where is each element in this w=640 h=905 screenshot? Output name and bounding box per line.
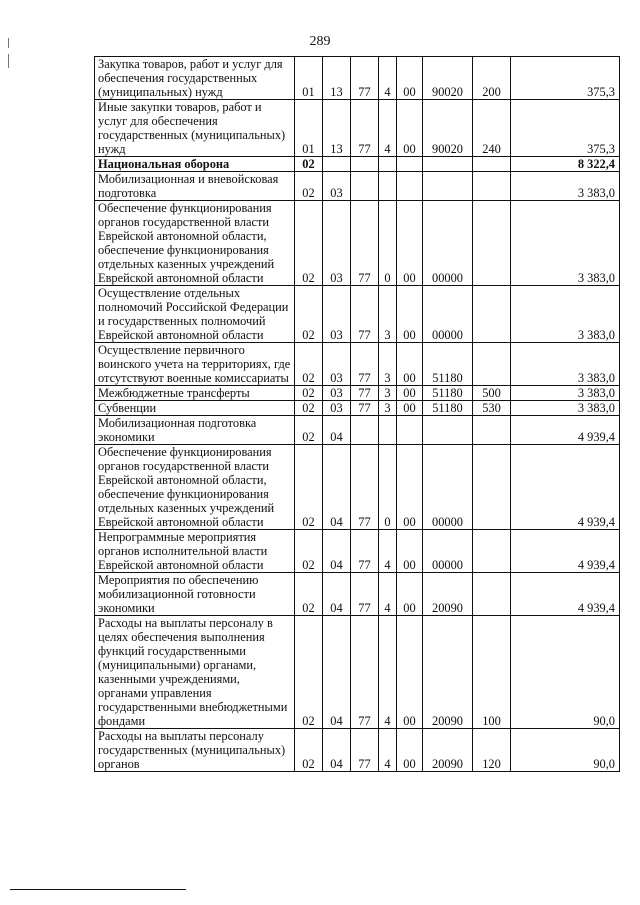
- cell-section: 02: [295, 573, 323, 616]
- table-row: [95, 201, 620, 286]
- cell-target-direction: 20090: [423, 729, 473, 772]
- cell-name: Иные закупки товаров, работ и услуг для обеспечения государственных (муниципальных) нужд: [95, 100, 295, 157]
- table-row: [95, 386, 620, 401]
- cell-target-program: [351, 172, 379, 201]
- cell-name: Осуществление первичного воинского учета на территориях, где отсутствуют военные комиссариаты: [95, 343, 295, 386]
- cell-target-program: 77: [351, 57, 379, 100]
- cell-target-main-event: 00: [397, 386, 423, 401]
- cell-target-subprogram: 0: [379, 445, 397, 530]
- table-row: [95, 616, 620, 729]
- table-row: [95, 445, 620, 530]
- cell-target-program: 77: [351, 729, 379, 772]
- cell-target-program: 77: [351, 343, 379, 386]
- cell-target-program: 77: [351, 530, 379, 573]
- cell-expense-type: [473, 445, 511, 530]
- cell-section: 01: [295, 100, 323, 157]
- cell-target-program: 77: [351, 573, 379, 616]
- cell-name: Непрограммные мероприятия органов исполнительной власти Еврейской автономной области: [95, 530, 295, 573]
- cell-subsection: [323, 157, 351, 172]
- cell-target-direction: 90020: [423, 57, 473, 100]
- cell-target-program: 77: [351, 100, 379, 157]
- cell-amount: 90,0: [511, 616, 620, 729]
- cell-subsection: 04: [323, 416, 351, 445]
- cell-amount: 3 383,0: [511, 343, 620, 386]
- cell-name: Мероприятия по обеспечению мобилизационной готовности экономики: [95, 573, 295, 616]
- cell-amount: 3 383,0: [511, 172, 620, 201]
- cell-target-direction: 20090: [423, 573, 473, 616]
- cell-target-main-event: 00: [397, 57, 423, 100]
- cell-target-main-event: 00: [397, 100, 423, 157]
- cell-expense-type: [473, 416, 511, 445]
- cell-target-direction: 90020: [423, 100, 473, 157]
- cell-section: 02: [295, 286, 323, 343]
- cell-subsection: 03: [323, 343, 351, 386]
- cell-target-main-event: [397, 416, 423, 445]
- cell-amount: 3 383,0: [511, 386, 620, 401]
- table-row: [95, 401, 620, 416]
- cell-expense-type: 500: [473, 386, 511, 401]
- table-row: [95, 57, 620, 100]
- cell-target-direction: 00000: [423, 445, 473, 530]
- cell-target-main-event: [397, 172, 423, 201]
- cell-expense-type: [473, 530, 511, 573]
- table-row: [95, 416, 620, 445]
- cell-target-subprogram: 3: [379, 401, 397, 416]
- table-row: [95, 172, 620, 201]
- table-row: [95, 157, 620, 172]
- budget-table-body: [95, 57, 620, 772]
- cell-target-subprogram: 3: [379, 386, 397, 401]
- cell-amount: 3 383,0: [511, 401, 620, 416]
- cell-section: 02: [295, 416, 323, 445]
- cell-expense-type: 200: [473, 57, 511, 100]
- cell-expense-type: [473, 157, 511, 172]
- table-row: [95, 573, 620, 616]
- margin-tick-top: [8, 38, 9, 48]
- table-row: [95, 286, 620, 343]
- cell-target-subprogram: 4: [379, 57, 397, 100]
- cell-expense-type: 120: [473, 729, 511, 772]
- cell-target-main-event: 00: [397, 729, 423, 772]
- cell-section: 02: [295, 386, 323, 401]
- cell-section: 02: [295, 530, 323, 573]
- cell-name: Мобилизационная и вневойсковая подготовка: [95, 172, 295, 201]
- cell-target-subprogram: 3: [379, 286, 397, 343]
- cell-amount: 375,3: [511, 100, 620, 157]
- cell-expense-type: [473, 286, 511, 343]
- cell-section: 02: [295, 201, 323, 286]
- cell-expense-type: 240: [473, 100, 511, 157]
- table-row: [95, 100, 620, 157]
- cell-subsection: 04: [323, 445, 351, 530]
- cell-target-subprogram: 3: [379, 343, 397, 386]
- cell-subsection: 04: [323, 573, 351, 616]
- cell-target-program: 77: [351, 386, 379, 401]
- cell-subsection: 04: [323, 729, 351, 772]
- cell-target-subprogram: [379, 172, 397, 201]
- cell-name: Расходы на выплаты персоналу в целях обеспечения выполнения функций государственными (муниципальными) органами, казенными учреждениями, органами управления государственными внебюджетными фондами: [95, 616, 295, 729]
- cell-amount: 90,0: [511, 729, 620, 772]
- cell-target-program: [351, 416, 379, 445]
- cell-subsection: 03: [323, 172, 351, 201]
- cell-name: Межбюджетные трансферты: [95, 386, 295, 401]
- cell-name: Закупка товаров, работ и услуг для обеспечения государственных (муниципальных) нужд: [95, 57, 295, 100]
- cell-subsection: 03: [323, 286, 351, 343]
- cell-section: 02: [295, 157, 323, 172]
- cell-target-direction: 00000: [423, 530, 473, 573]
- cell-amount: 3 383,0: [511, 201, 620, 286]
- cell-target-direction: [423, 172, 473, 201]
- cell-target-direction: 51180: [423, 343, 473, 386]
- cell-target-direction: 20090: [423, 616, 473, 729]
- cell-target-direction: [423, 416, 473, 445]
- cell-expense-type: [473, 201, 511, 286]
- cell-target-direction: [423, 157, 473, 172]
- cell-target-subprogram: 4: [379, 100, 397, 157]
- cell-amount: 4 939,4: [511, 416, 620, 445]
- cell-name: Осуществление отдельных полномочий Российской Федерации и государственных полномочий Еврейской автономной области: [95, 286, 295, 343]
- cell-target-subprogram: [379, 416, 397, 445]
- cell-subsection: 13: [323, 57, 351, 100]
- cell-target-main-event: 00: [397, 573, 423, 616]
- cell-target-subprogram: 4: [379, 729, 397, 772]
- cell-section: 02: [295, 616, 323, 729]
- cell-name: Обеспечение функционирования органов государственной власти Еврейской автономной области, обеспечение функционирования отдельных казенных учреждений Еврейской автономной области: [95, 445, 295, 530]
- cell-target-subprogram: [379, 157, 397, 172]
- cell-target-main-event: [397, 157, 423, 172]
- cell-target-subprogram: 4: [379, 616, 397, 729]
- cell-target-main-event: 00: [397, 401, 423, 416]
- cell-target-program: 77: [351, 286, 379, 343]
- cell-subsection: 03: [323, 201, 351, 286]
- cell-target-direction: 00000: [423, 201, 473, 286]
- page-number: 289: [309, 34, 331, 49]
- cell-target-subprogram: 4: [379, 530, 397, 573]
- cell-subsection: 13: [323, 100, 351, 157]
- cell-amount: 4 939,4: [511, 445, 620, 530]
- cell-amount: 3 383,0: [511, 286, 620, 343]
- cell-section: 02: [295, 343, 323, 386]
- cell-target-subprogram: 0: [379, 201, 397, 286]
- budget-table: [94, 56, 620, 772]
- cell-expense-type: 100: [473, 616, 511, 729]
- cell-subsection: 04: [323, 530, 351, 573]
- cell-target-main-event: 00: [397, 445, 423, 530]
- cell-name: Субвенции: [95, 401, 295, 416]
- cell-target-main-event: 00: [397, 343, 423, 386]
- cell-target-program: 77: [351, 445, 379, 530]
- cell-expense-type: [473, 573, 511, 616]
- cell-name: Расходы на выплаты персоналу государственных (муниципальных) органов: [95, 729, 295, 772]
- cell-target-program: 77: [351, 401, 379, 416]
- cell-target-main-event: 00: [397, 286, 423, 343]
- cell-target-program: 77: [351, 201, 379, 286]
- cell-amount: 8 322,4: [511, 157, 620, 172]
- cell-section: 02: [295, 401, 323, 416]
- cell-expense-type: [473, 343, 511, 386]
- cell-target-direction: 00000: [423, 286, 473, 343]
- cell-name: Национальная оборона: [95, 157, 295, 172]
- cell-target-main-event: 00: [397, 616, 423, 729]
- cell-section: 02: [295, 445, 323, 530]
- margin-tick-mid: [8, 54, 9, 68]
- cell-target-main-event: 00: [397, 201, 423, 286]
- cell-target-subprogram: 4: [379, 573, 397, 616]
- cell-section: 02: [295, 172, 323, 201]
- cell-target-program: 77: [351, 616, 379, 729]
- cell-subsection: 03: [323, 401, 351, 416]
- table-row: [95, 729, 620, 772]
- cell-target-program: [351, 157, 379, 172]
- cell-target-main-event: 00: [397, 530, 423, 573]
- cell-target-direction: 51180: [423, 386, 473, 401]
- cell-expense-type: [473, 172, 511, 201]
- table-row: [95, 530, 620, 573]
- cell-name: Мобилизационная подготовка экономики: [95, 416, 295, 445]
- cell-subsection: 04: [323, 616, 351, 729]
- cell-amount: 4 939,4: [511, 573, 620, 616]
- cell-section: 02: [295, 729, 323, 772]
- footnote-separator: [10, 889, 186, 890]
- cell-amount: 4 939,4: [511, 530, 620, 573]
- cell-amount: 375,3: [511, 57, 620, 100]
- cell-name: Обеспечение функционирования органов государственной власти Еврейской автономной области, обеспечение функционирования отдельных казенных учреждений Еврейской автономной области: [95, 201, 295, 286]
- cell-section: 01: [295, 57, 323, 100]
- cell-expense-type: 530: [473, 401, 511, 416]
- cell-target-direction: 51180: [423, 401, 473, 416]
- cell-subsection: 03: [323, 386, 351, 401]
- table-row: [95, 343, 620, 386]
